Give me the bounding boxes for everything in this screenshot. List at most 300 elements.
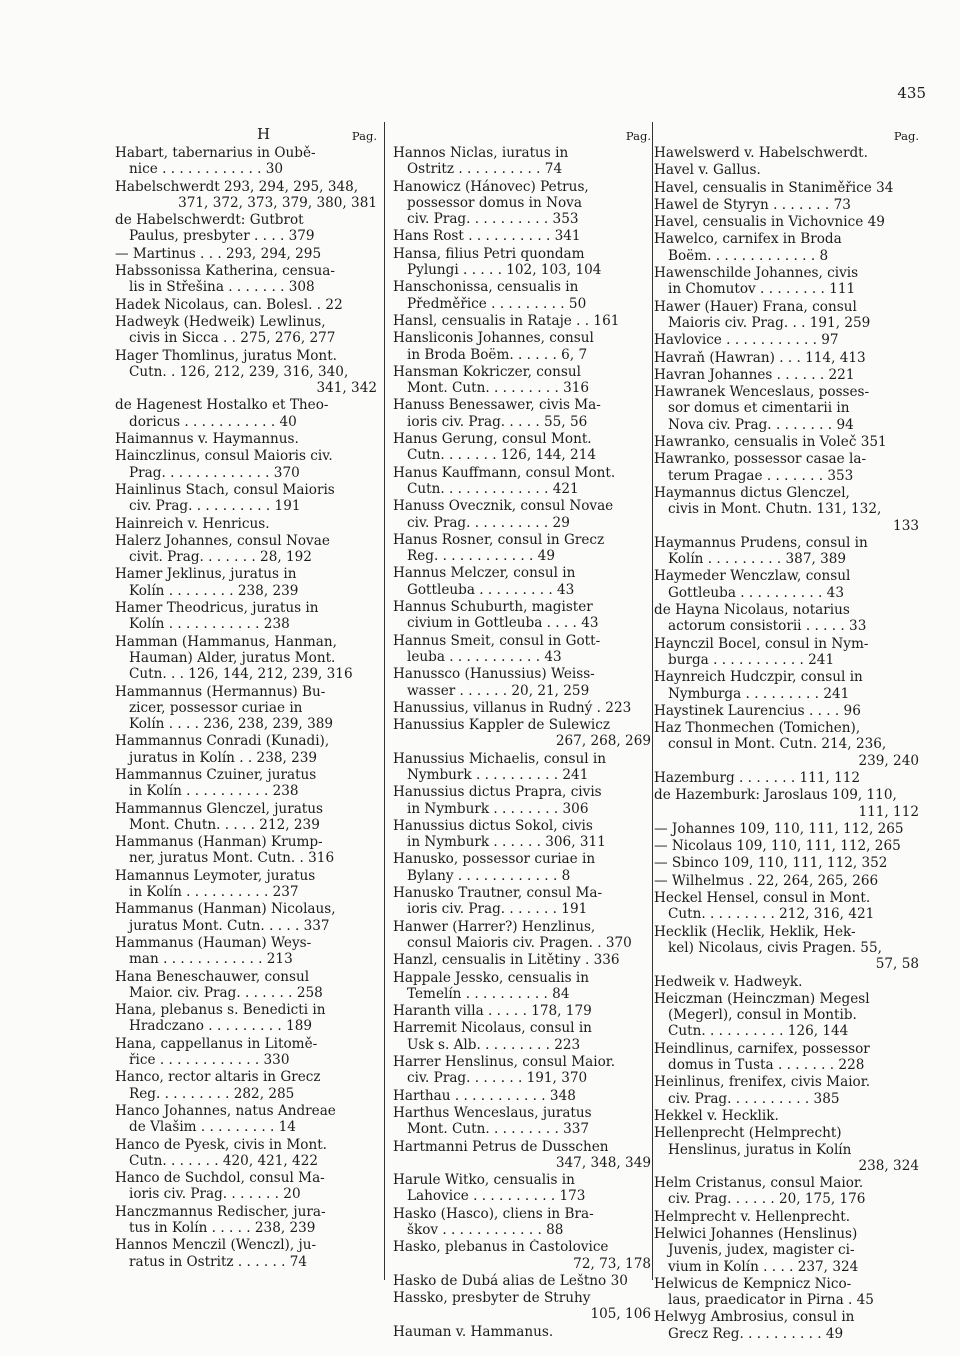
entry-line: Hammannus (Hermannus) Bu- xyxy=(115,683,326,700)
index-entry xyxy=(115,246,377,262)
index-entry xyxy=(393,498,651,531)
section-letter: H xyxy=(257,125,271,143)
index-entry xyxy=(115,145,377,178)
entry-line: 105, 106 xyxy=(590,1306,651,1323)
index-entry xyxy=(115,1103,377,1136)
index-entry xyxy=(393,364,651,397)
index-entry xyxy=(654,821,919,837)
index-entry xyxy=(115,1069,377,1102)
entry-line: Hana, plebanus s. Benedicti in xyxy=(115,1002,326,1019)
entry-line: civium in Gottleuba . . . . 43 xyxy=(407,615,599,632)
index-entry xyxy=(115,1137,377,1170)
index-entry xyxy=(115,935,377,968)
index-entry xyxy=(115,1002,377,1035)
entry-line: de Habelschwerdt: Gutbrot xyxy=(115,212,304,229)
entry-line: Hainlinus Stach, consul Maioris xyxy=(115,481,335,498)
entry-line: Hammannus Glenczel, juratus xyxy=(115,800,323,817)
entry-line: 111, 112 xyxy=(858,803,919,820)
entry-line: Hassko, presbyter de Struhy xyxy=(393,1290,591,1307)
index-entry xyxy=(654,636,919,669)
column-header xyxy=(654,128,919,145)
index-column-1 xyxy=(115,125,377,1271)
entry-line: Helm Cristanus, consul Maior. xyxy=(654,1175,864,1192)
column-header xyxy=(393,128,651,145)
entry-line: tus in Kolín . . . . . 238, 239 xyxy=(129,1220,316,1236)
entry-line: ioris civ. Prag. . . . . . . 20 xyxy=(129,1186,301,1203)
entry-line: Grecz Reg. . . . . . . . . . 49 xyxy=(668,1325,844,1342)
index-entry xyxy=(393,970,651,1003)
entry-line: Heinlinus, frenifex, civis Maior. xyxy=(654,1074,871,1091)
index-entry xyxy=(393,717,651,750)
entry-line: Gottleuba . . . . . . . . . 43 xyxy=(407,581,575,598)
index-entry xyxy=(393,1273,651,1289)
entry-line: Hanus Rosner, consul in Grecz xyxy=(393,531,605,548)
entry-line: 72, 73, 178 xyxy=(573,1255,651,1272)
entry-line: in Broda Boëm. . . . . . 6, 7 xyxy=(407,346,588,363)
entry-line: Heiczman (Heinczman) Megesl xyxy=(654,990,870,1007)
entry-line: Ostritz . . . . . . . . . . 74 xyxy=(407,161,563,178)
entry-line: Heindlinus, carnifex, possessor xyxy=(654,1040,870,1057)
index-entry xyxy=(393,919,651,952)
entry-line: ioris civ. Prag. . . . . . . 191 xyxy=(407,901,588,918)
entry-line: Hager Thomlinus, juratus Mont. xyxy=(115,347,337,364)
entry-line: Halerz Johannes, consul Novae xyxy=(115,532,330,549)
entry-line: Mont. Cutn. . . . . . . . . 316 xyxy=(407,380,590,397)
index-entry xyxy=(654,924,919,973)
entry-line: Mont. Chutn. . . . . 212, 239 xyxy=(129,816,320,833)
entry-line: Hamer Jeklinus, juratus in xyxy=(115,566,297,583)
index-entry xyxy=(654,890,919,923)
entry-line: juratus Mont. Cutn. . . . . 337 xyxy=(129,917,330,934)
entry-line: Nymburk . . . . . . . . . . 241 xyxy=(407,766,589,783)
entry-line: Haystinek Laurencius . . . . 96 xyxy=(654,702,861,719)
entry-line: nice . . . . . . . . . . . . 30 xyxy=(129,161,284,178)
index-entry xyxy=(115,397,377,430)
entry-line: in Nymburk . . . . . . 306, 311 xyxy=(407,834,606,851)
index-entry xyxy=(393,1324,651,1340)
index-entry xyxy=(393,330,651,363)
entry-line: Mont. Cutn. . . . . . . . . 337 xyxy=(407,1121,590,1138)
index-entry xyxy=(654,855,919,871)
entry-line: Nova civ. Prag. . . . . . . . 94 xyxy=(668,416,854,433)
entry-line: Hawel de Styryn . . . . . . . 73 xyxy=(654,196,851,213)
entry-line: Habart, tabernarius in Oubě- xyxy=(115,145,316,161)
entry-line: Hanussius, villanus in Rudný . 223 xyxy=(393,699,632,716)
entry-line: Hedweik v. Hadweyk. xyxy=(654,973,803,990)
entry-line: Hauman) Alder, juratus Mont. xyxy=(129,649,336,666)
column-rule xyxy=(384,122,385,1280)
entry-line: ioris civ. Prag. . . . . 55, 56 xyxy=(407,413,588,430)
entry-line: Hazemburg . . . . . . . 111, 112 xyxy=(654,769,861,786)
index-entry xyxy=(115,801,377,834)
entry-line: Hammanus (Hanman) Nicolaus, xyxy=(115,901,336,918)
index-entry xyxy=(654,770,919,786)
entry-line: Hainczlinus, consul Maioris civ. xyxy=(115,448,333,465)
entry-line: Haynczil Bocel, consul in Nym- xyxy=(654,635,869,652)
index-entry xyxy=(115,868,377,901)
entry-line: Habelschwerdt 293, 294, 295, 348, xyxy=(115,178,359,195)
entry-line: Haimannus v. Haymannus. xyxy=(115,431,299,448)
index-entry xyxy=(654,669,919,702)
entry-line: Harthau . . . . . . . . . . . 348 xyxy=(393,1087,576,1104)
entry-line: Hanco de Suchdol, consul Ma- xyxy=(115,1170,325,1187)
entry-line: Prag. . . . . . . . . . . . . 370 xyxy=(129,464,300,481)
index-entry xyxy=(115,600,377,633)
entry-line: Maior. civ. Prag. . . . . . . 258 xyxy=(129,984,323,1001)
entry-list xyxy=(115,145,377,1270)
entry-line: Hamannus Leymoter, juratus xyxy=(115,867,316,884)
entry-line: Hannos Menczil (Wenczl), ju- xyxy=(115,1237,317,1254)
index-entry xyxy=(393,279,651,312)
entry-line: Hanussius dictus Prapra, civis xyxy=(393,784,602,801)
entry-line: 371, 372, 373, 379, 380, 381 xyxy=(178,194,377,211)
entry-line: actorum consistorii . . . . . 33 xyxy=(668,618,867,635)
entry-line: Hanus Kauffmann, consul Mont. xyxy=(393,464,616,481)
index-column-3 xyxy=(654,128,919,1343)
index-entry xyxy=(115,263,377,296)
index-entry xyxy=(654,1209,919,1225)
index-entry xyxy=(115,448,377,481)
entry-line: Harremit Nicolaus, consul in xyxy=(393,1020,592,1037)
index-entry xyxy=(393,1290,651,1323)
index-entry xyxy=(654,231,919,264)
index-entry xyxy=(115,348,377,397)
entry-line: — Nicolaus 109, 110, 111, 112, 265 xyxy=(654,838,901,855)
index-entry xyxy=(393,666,651,699)
index-entry xyxy=(393,179,651,228)
entry-line: 238, 324 xyxy=(858,1157,919,1174)
entry-line: Haynreich Hudczpir, consul in xyxy=(654,669,863,686)
entry-line: Hammannus Conradi (Kunadi), xyxy=(115,733,330,750)
entry-line: Pylungi . . . . . 102, 103, 104 xyxy=(407,262,602,279)
entry-line: Hanusko, possessor curiae in xyxy=(393,851,596,868)
index-entry xyxy=(393,818,651,851)
entry-line: civ. Prag. . . . . . . 191, 370 xyxy=(407,1070,588,1087)
index-entry xyxy=(115,1170,377,1203)
index-entry xyxy=(654,1125,919,1174)
entry-line: Havran Johannes . . . . . . 221 xyxy=(654,366,855,383)
index-entry xyxy=(654,1309,919,1342)
entry-line: Usk s. Alb. . . . . . . . . 223 xyxy=(407,1036,581,1053)
entry-line: 347, 348, 349 xyxy=(555,1154,651,1171)
column-rule xyxy=(652,122,653,1280)
entry-line: kel) Nicolaus, civis Pragen. 55, xyxy=(668,939,882,956)
index-entry xyxy=(654,350,919,366)
entry-line: — Martinus . . . 293, 294, 295 xyxy=(115,245,322,262)
index-entry xyxy=(654,265,919,298)
index-entry xyxy=(115,179,377,212)
pag-label: Pag. xyxy=(351,129,377,143)
entry-line: Hana Beneschauwer, consul xyxy=(115,968,310,985)
index-entry xyxy=(115,901,377,934)
entry-line: Cutn. . . . . . . . . . . . . 421 xyxy=(407,480,579,497)
entry-line: Haymannus Prudens, consul in xyxy=(654,534,868,551)
index-entry xyxy=(115,314,377,347)
entry-line: Hradczano . . . . . . . . . 189 xyxy=(129,1018,313,1035)
entry-line: Hanzl, censualis in Litětiny . 336 xyxy=(393,952,620,969)
entry-line: Hannus Melczer, consul in xyxy=(393,565,576,582)
entry-line: Hadek Nicolaus, can. Bolesl. . 22 xyxy=(115,296,343,313)
index-entry xyxy=(654,485,919,534)
entry-line: Hawranek Wenceslaus, posses- xyxy=(654,384,870,401)
entry-line: Bylany . . . . . . . . . . . . 8 xyxy=(407,867,571,884)
entry-line: Cutn. . 126, 212, 239, 316, 340, xyxy=(129,363,349,380)
entry-line: doricus . . . . . . . . . . . 40 xyxy=(129,413,297,430)
index-entry xyxy=(393,532,651,565)
index-entry xyxy=(654,535,919,568)
entry-line: Maioris civ. Prag. . . 191, 259 xyxy=(668,314,871,331)
entry-line: Henslinus, juratus in Kolín xyxy=(668,1141,852,1158)
entry-line: Hanschonissa, censualis in xyxy=(393,279,579,296)
page-number: 435 xyxy=(897,84,926,102)
entry-line: Hawranko, possessor casae la- xyxy=(654,451,867,468)
index-entry xyxy=(115,834,377,867)
index-entry xyxy=(115,566,377,599)
entry-list xyxy=(393,145,651,1340)
entry-line: Hans Rost . . . . . . . . . . 341 xyxy=(393,228,581,245)
entry-line: Hanco de Pyesk, civis in Mont. xyxy=(115,1136,327,1153)
entry-line: Hannos Niclas, iuratus in xyxy=(393,145,569,161)
index-entry xyxy=(654,451,919,484)
index-entry xyxy=(115,969,377,1002)
index-entry xyxy=(654,1175,919,1208)
index-entry xyxy=(654,991,919,1040)
entry-line: terum Pragae . . . . . . . 353 xyxy=(668,467,854,484)
entry-line: in Nymburk . . . . . . . . 306 xyxy=(407,800,589,817)
index-entry xyxy=(393,1003,651,1019)
entry-line: Happale Jessko, censualis in xyxy=(393,969,590,986)
index-entry xyxy=(654,838,919,854)
entry-line: vium in Kolín . . . . 237, 324 xyxy=(668,1258,859,1275)
entry-line: Hanus Gerung, consul Mont. xyxy=(393,431,592,448)
entry-line: ner, juratus Mont. Cutn. . 316 xyxy=(129,850,335,867)
index-entry xyxy=(393,246,651,279)
index-entry xyxy=(393,465,651,498)
entry-line: civis in Mont. Chutn. 131, 132, xyxy=(668,501,882,518)
entry-line: possessor domus in Nova xyxy=(407,194,582,211)
entry-line: ratus in Ostritz . . . . . . 74 xyxy=(129,1253,308,1270)
entry-line: man . . . . . . . . . . . . 213 xyxy=(129,951,293,968)
index-entry xyxy=(393,1206,651,1239)
entry-line: Hannus Smeit, consul in Gott- xyxy=(393,632,601,649)
index-entry xyxy=(654,162,919,178)
entry-line: škov . . . . . . . . . . . . 88 xyxy=(407,1222,564,1238)
entry-line: Juvenis, judex, magister ci- xyxy=(668,1242,855,1259)
entry-line: Havel v. Gallus. xyxy=(654,162,761,179)
entry-line: de Vlašim . . . . . . . . . 14 xyxy=(129,1119,296,1136)
entry-line: in Kolín . . . . . . . . . . 238 xyxy=(129,783,299,800)
entry-line: domus in Tusta . . . . . . . 228 xyxy=(668,1057,865,1074)
index-entry xyxy=(393,1239,651,1272)
index-entry xyxy=(393,1020,651,1053)
entry-line: Hawenschilde Johannes, civis xyxy=(654,265,859,282)
entry-line: Cutn. . . . . . . . . 212, 316, 421 xyxy=(668,906,875,923)
index-entry xyxy=(115,516,377,532)
index-entry xyxy=(393,228,651,244)
index-entry xyxy=(393,751,651,784)
index-entry xyxy=(654,703,919,719)
entry-line: Hanussius dictus Sokol, civis xyxy=(393,817,593,834)
entry-line: laus, praedicator in Pirna . 45 xyxy=(668,1292,874,1309)
entry-line: Haymeder Wenczlaw, consul xyxy=(654,568,851,585)
entry-line: Helwici Johannes (Henslinus) xyxy=(654,1226,858,1242)
entry-line: Habssonissa Katherina, censua- xyxy=(115,263,335,280)
entry-line: Helwicus de Kempnicz Nico- xyxy=(654,1275,852,1292)
entry-line: civ. Prag. . . . . . . . . . 191 xyxy=(129,498,301,515)
index-entry xyxy=(115,1237,377,1270)
index-entry xyxy=(393,851,651,884)
entry-line: leuba . . . . . . . . . . . 43 xyxy=(407,648,562,665)
entry-list xyxy=(654,145,919,1342)
entry-line: Hamman (Hammanus, Hanman, xyxy=(115,633,337,650)
entry-line: Haranth villa . . . . . 178, 179 xyxy=(393,1003,592,1020)
entry-line: Heckel Hensel, consul in Mont. xyxy=(654,890,871,907)
entry-line: Hanusko Trautner, consul Ma- xyxy=(393,885,603,902)
entry-line: civ. Prag. . . . . . 20, 175, 176 xyxy=(668,1191,866,1208)
entry-line: civ. Prag. . . . . . . . . . 29 xyxy=(407,514,570,531)
entry-line: Paulus, presbyter . . . . 379 xyxy=(129,228,315,245)
entry-line: 57, 58 xyxy=(875,956,919,973)
index-entry xyxy=(115,533,377,566)
index-entry xyxy=(393,1105,651,1138)
entry-line: Havel, censualis in Staniměřice 34 xyxy=(654,179,894,196)
index-entry xyxy=(393,952,651,968)
index-entry xyxy=(654,384,919,433)
entry-line: lis in Střešina . . . . . . . 308 xyxy=(129,279,315,296)
index-entry xyxy=(654,367,919,383)
index-entry xyxy=(115,1204,377,1237)
entry-line: Reg. . . . . . . . . . . . 49 xyxy=(407,548,555,565)
entry-line: Hanco, rector altaris in Grecz xyxy=(115,1069,321,1086)
index-entry xyxy=(393,565,651,598)
entry-line: Helwyg Ambrosius, consul in xyxy=(654,1309,855,1326)
entry-line: Haz Thonmechen (Tomichen), xyxy=(654,720,861,737)
entry-line: in Kolín . . . . . . . . . . 237 xyxy=(129,884,299,901)
entry-line: Hawelswerd v. Habelschwerdt. xyxy=(654,145,868,161)
entry-line: Harthus Wenceslaus, juratus xyxy=(393,1104,592,1121)
entry-line: consul Maioris civ. Pragen. . 370 xyxy=(407,934,632,951)
index-entry xyxy=(393,397,651,430)
index-entry xyxy=(115,684,377,733)
entry-line: řice . . . . . . . . . . . . 330 xyxy=(129,1052,290,1069)
entry-line: Hainreich v. Henricus. xyxy=(115,515,270,532)
entry-line: (Megerl), consul in Montib. xyxy=(668,1007,857,1024)
entry-line: wasser . . . . . . 20, 21, 259 xyxy=(407,682,590,699)
entry-line: — Johannes 109, 110, 111, 112, 265 xyxy=(654,820,904,837)
entry-line: Havraň (Hawran) . . . 114, 413 xyxy=(654,349,866,366)
entry-line: in Chomutov . . . . . . . . 111 xyxy=(668,281,856,298)
entry-line: Hammannus Czuiner, juratus xyxy=(115,766,317,783)
entry-line: Hanco Johannes, natus Andreae xyxy=(115,1102,336,1119)
index-entry xyxy=(115,634,377,683)
entry-line: Cutn. . . . . . . 420, 421, 422 xyxy=(129,1152,318,1169)
entry-line: Hanuss Ovecznik, consul Novae xyxy=(393,498,614,515)
index-entry xyxy=(654,434,919,450)
entry-line: Gottleuba . . . . . . . . . . 43 xyxy=(668,584,844,601)
entry-line: civis in Sicca . . 275, 276, 277 xyxy=(129,330,336,347)
entry-line: Lahovice . . . . . . . . . . 173 xyxy=(407,1188,586,1205)
entry-line: 267, 268, 269 xyxy=(555,733,651,750)
entry-line: Hanowicz (Hánovec) Petrus, xyxy=(393,178,589,195)
entry-line: Hellenprecht (Helmprecht) xyxy=(654,1125,842,1142)
index-entry xyxy=(393,599,651,632)
index-entry xyxy=(115,431,377,447)
index-entry xyxy=(654,214,919,230)
entry-line: 133 xyxy=(893,517,919,534)
entry-line: Helmprecht v. Hellenprecht. xyxy=(654,1208,851,1225)
index-entry xyxy=(654,1074,919,1107)
entry-line: Hansa, filius Petri quondam xyxy=(393,245,585,262)
entry-line: juratus in Kolín . . 238, 239 xyxy=(129,749,318,766)
entry-line: Hasko, plebanus in Častolovice xyxy=(393,1239,609,1256)
index-entry xyxy=(393,1172,651,1205)
entry-line: Hawranko, censualis in Voleč 351 xyxy=(654,434,887,451)
index-entry xyxy=(654,568,919,601)
index-entry xyxy=(654,1108,919,1124)
index-entry xyxy=(115,482,377,515)
index-entry xyxy=(393,1139,651,1172)
index-entry xyxy=(393,313,651,329)
index-entry xyxy=(654,332,919,348)
entry-line: Harrer Henslinus, consul Maior. xyxy=(393,1054,616,1071)
index-entry xyxy=(115,212,377,245)
entry-line: civit. Prag. . . . . . . 28, 192 xyxy=(129,549,312,566)
entry-line: Hanczmannus Redischer, jura- xyxy=(115,1203,326,1220)
index-entry xyxy=(654,1276,919,1309)
index-entry xyxy=(654,180,919,196)
entry-line: Havel, censualis in Vichovnice 49 xyxy=(654,214,885,231)
entry-line: Hadweyk (Hedweik) Lewlinus, xyxy=(115,313,326,330)
entry-line: civ. Prag. . . . . . . . . . 385 xyxy=(668,1090,840,1107)
entry-line: Hanussius Kappler de Sulewicz xyxy=(393,717,610,734)
index-entry xyxy=(393,700,651,716)
entry-line: Boëm. . . . . . . . . . . . . 8 xyxy=(668,247,829,264)
index-entry xyxy=(654,1041,919,1074)
entry-line: Hansl, censualis in Rataje . . 161 xyxy=(393,312,620,329)
index-entry xyxy=(115,767,377,800)
entry-line: Hanussius Michaelis, consul in xyxy=(393,750,606,767)
entry-line: Temelín . . . . . . . . . . 84 xyxy=(407,985,570,1002)
entry-line: Předměřice . . . . . . . . . 50 xyxy=(407,295,587,312)
entry-line: sor domus et cimentarii in xyxy=(668,400,850,417)
index-entry xyxy=(654,602,919,635)
index-entry xyxy=(393,431,651,464)
entry-line: Hana, cappellanus in Litomě- xyxy=(115,1035,318,1052)
entry-line: Reg. . . . . . . . . 282, 285 xyxy=(129,1085,295,1102)
entry-line: Hamer Theodricus, juratus in xyxy=(115,600,319,617)
entry-line: — Sbinco 109, 110, 111, 112, 352 xyxy=(654,855,888,872)
index-entry xyxy=(654,1226,919,1275)
entry-line: Kolín . . . . . . . . . 387, 389 xyxy=(668,551,847,568)
entry-line: Hasko de Dubá alias de Leštno 30 xyxy=(393,1272,628,1289)
entry-line: Nymburga . . . . . . . . . 241 xyxy=(668,685,850,702)
column-header xyxy=(115,125,377,145)
entry-line: Hansliconis Johannes, consul xyxy=(393,330,594,347)
index-entry xyxy=(393,633,651,666)
index-entry xyxy=(654,720,919,769)
index-entry xyxy=(654,299,919,332)
entry-line: Kolín . . . . 236, 238, 239, 389 xyxy=(129,716,334,733)
entry-line: Hawelco, carnifex in Broda xyxy=(654,231,842,248)
entry-line: Hawer (Hauer) Frana, consul xyxy=(654,298,857,315)
index-entry xyxy=(654,787,919,820)
entry-line: Hartmanni Petrus de Dusschen xyxy=(393,1138,609,1155)
entry-line: Hasko (Hasco), cliens in Bra- xyxy=(393,1205,594,1222)
index-entry xyxy=(393,1054,651,1087)
entry-line: Hauman v. Hammanus. xyxy=(393,1323,554,1340)
index-entry xyxy=(654,873,919,889)
entry-line: Hanuss Benessawer, civis Ma- xyxy=(393,397,601,414)
